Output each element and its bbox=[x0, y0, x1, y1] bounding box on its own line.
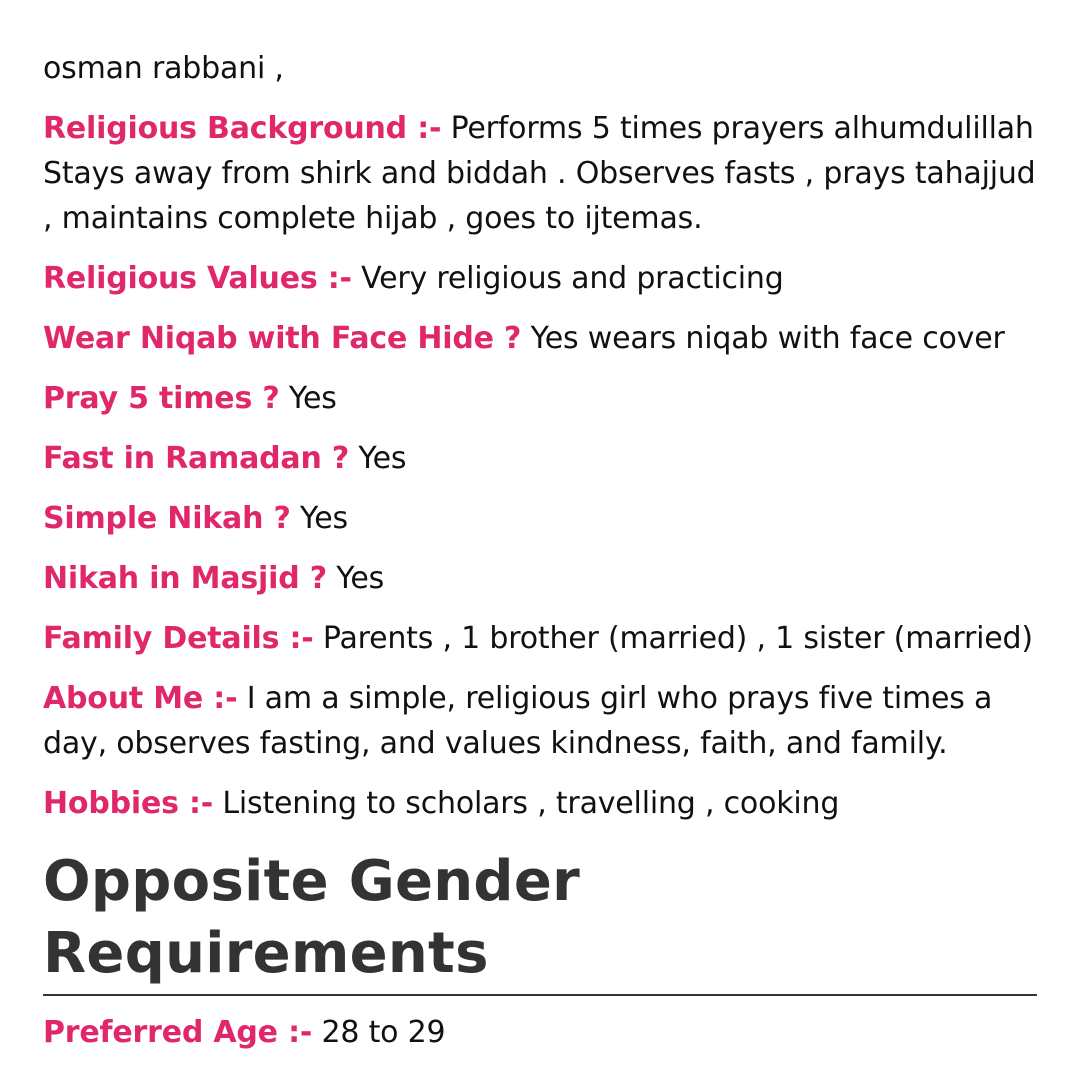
field-label: Wear Niqab with Face Hide ? bbox=[43, 321, 522, 356]
section-heading: Opposite Gender Requirements bbox=[43, 849, 581, 986]
field-label: Hobbies :- bbox=[43, 786, 214, 821]
field-value: Yes wears niqab with face cover bbox=[530, 321, 1005, 356]
field-religious-values bbox=[43, 256, 1043, 301]
field-value: Yes bbox=[358, 441, 407, 476]
profile-document bbox=[43, 46, 1043, 1070]
field-wear-niqab bbox=[43, 316, 1043, 361]
field-label: Preferred Age :- bbox=[43, 1015, 313, 1050]
field-fast-in-ramadan bbox=[43, 436, 1043, 481]
field-simple-nikah bbox=[43, 496, 1043, 541]
field-value: Yes bbox=[336, 561, 385, 596]
field-value: Yes bbox=[288, 381, 337, 416]
field-religious-background bbox=[43, 106, 1043, 241]
field-value: Listening to scholars , travelling , cooking bbox=[222, 786, 840, 821]
field-hobbies bbox=[43, 781, 1043, 826]
field-label: Simple Nikah ? bbox=[43, 501, 291, 536]
field-label: Religious Values :- bbox=[43, 261, 352, 296]
field-label: Nikah in Masjid ? bbox=[43, 561, 327, 596]
field-family-details bbox=[43, 616, 1043, 661]
field-value: 28 to 29 bbox=[321, 1015, 446, 1050]
field-label: Religious Background :- bbox=[43, 111, 442, 146]
field-nikah-in-masjid bbox=[43, 556, 1043, 601]
field-preferred-age bbox=[43, 1010, 1043, 1055]
section-divider bbox=[43, 994, 1037, 996]
field-about-me bbox=[43, 676, 1043, 766]
field-pray-5-times bbox=[43, 376, 1043, 421]
field-value: Parents , 1 brother (married) , 1 sister (married) bbox=[322, 621, 1033, 656]
field-value: I am a simple, religious girl who prays five times a day, observes fasting, and values kindness, faith, and family. bbox=[43, 681, 993, 761]
field-label: Fast in Ramadan ? bbox=[43, 441, 350, 476]
name-line: osman rabbani , bbox=[43, 51, 284, 86]
field-value: Very religious and practicing bbox=[361, 261, 784, 296]
field-value: Performs 5 times prayers alhumdulillah Stays away from shirk and biddah . Observes fasts , prays tahajjud , maintains complete hijab , goes to ijtemas. bbox=[43, 111, 1036, 236]
field-label: About Me :- bbox=[43, 681, 238, 716]
field-label: Pray 5 times ? bbox=[43, 381, 280, 416]
field-value: Yes bbox=[300, 501, 348, 536]
field-label: Family Details :- bbox=[43, 621, 314, 656]
